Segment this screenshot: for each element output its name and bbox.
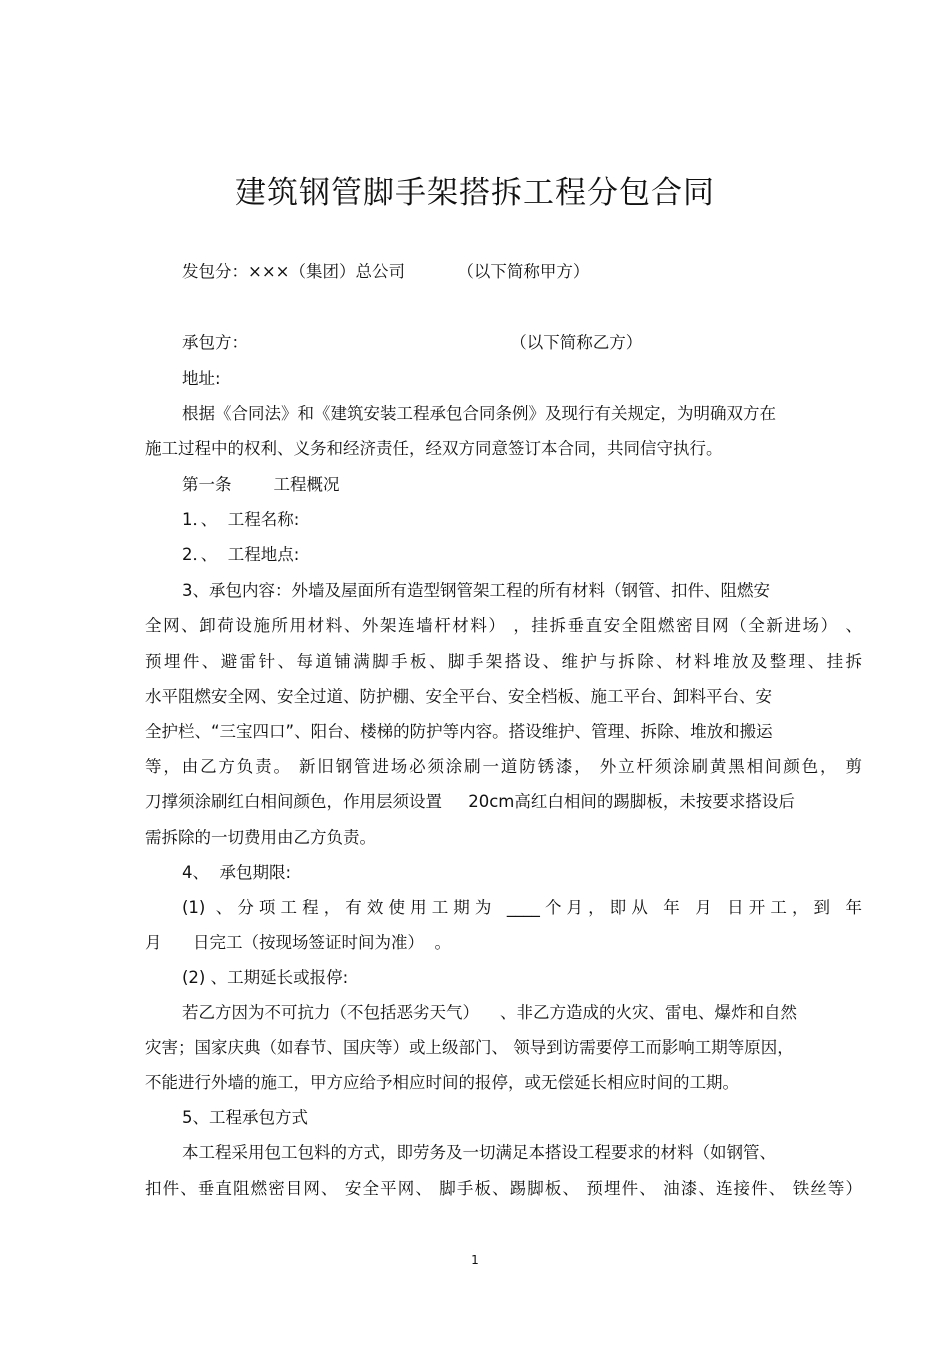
party-b-line: 承包方： （以下简称乙方） [182,333,643,352]
item-project-name: 1．、 工程名称: [182,510,300,529]
intro-line: 根据《合同法》和《建筑安装工程承包合同条例》及现行有关规定，为明确双方在 [182,404,776,423]
term-line: (1) 、分项工程，有效使用工期为 ____个月，即从 年 月 日开工，到 年 [182,898,862,917]
scope-line: 全网、卸荷设施所用材料、外架连墙杆材料） ，挂拆垂直安全阻燃密目网（全新进场） 、 [145,616,862,635]
method-line: 扣件、垂直阻燃密目网、 安全平网、 脚手板、踢脚板、 预埋件、 油漆、连接件、 铁丝等） [145,1179,862,1198]
extension-heading: (2) 、工期延长或报停: [182,968,349,987]
scope-line: 等，由乙方负责。 新旧钢管进场必须涂刷一道防锈漆， 外立杆须涂刷黄黑相间颜色， 剪 [145,757,862,776]
extension-line: 灾害；国家庆典（如春节、国庆等）或上级部门、 领导到访需要停工而影响工期等原因， [145,1038,794,1057]
scope-line: 预埋件、避雷针、每道铺满脚手板、脚手架搭设、维护与拆除、材料堆放及整理、挂拆 [145,652,862,671]
term-line: 月 日完工（按现场签证时间为准） 。 [145,933,451,952]
method-line: 本工程采用包工包料的方式，即劳务及一切满足本搭设工程要求的材料（如钢管、 [182,1143,776,1162]
address-line: 地址: [182,369,221,388]
party-a-line: 发包分：×××（集团）总公司 （以下简称甲方） [182,262,590,281]
method-heading: 5、工程承包方式 [182,1108,308,1127]
extension-line: 不能进行外墙的施工，甲方应给予相应时间的报停，或无偿延长相应时间的工期。 [145,1073,739,1092]
article-heading: 第一条 工程概况 [182,475,340,494]
scope-line: 刀撑须涂刷红白相间颜色，作用层须设置 20cm高红白相间的踢脚板，未按要求搭设后 [145,792,795,811]
item-project-location: 2．、 工程地点: [182,545,300,564]
scope-line: 全护栏、“三宝四口”、阳台、楼梯的防护等内容。搭设维护、管理、拆除、堆放和搬运 [145,722,773,741]
intro-line: 施工过程中的权利、义务和经济责任，经双方同意签订本合同，共同信守执行。 [145,439,723,458]
term-heading: 4、 承包期限: [182,863,292,882]
page-number: 1 [471,1253,479,1267]
scope-line: 需拆除的一切费用由乙方负责。 [145,828,376,847]
document-title: 建筑钢管脚手架搭拆工程分包合同 [235,175,715,211]
extension-line: 若乙方因为不可抗力（不包括恶劣天气） 、非乙方造成的火灾、雷电、爆炸和自然 [182,1003,797,1022]
scope-line: 3、承包内容：外墙及屋面所有造型钢管架工程的所有材料（钢管、扣件、阻燃安 [182,581,770,600]
scope-line: 水平阻燃安全网、安全过道、防护棚、安全平台、安全档板、施工平台、卸料平台、安 [145,687,772,706]
